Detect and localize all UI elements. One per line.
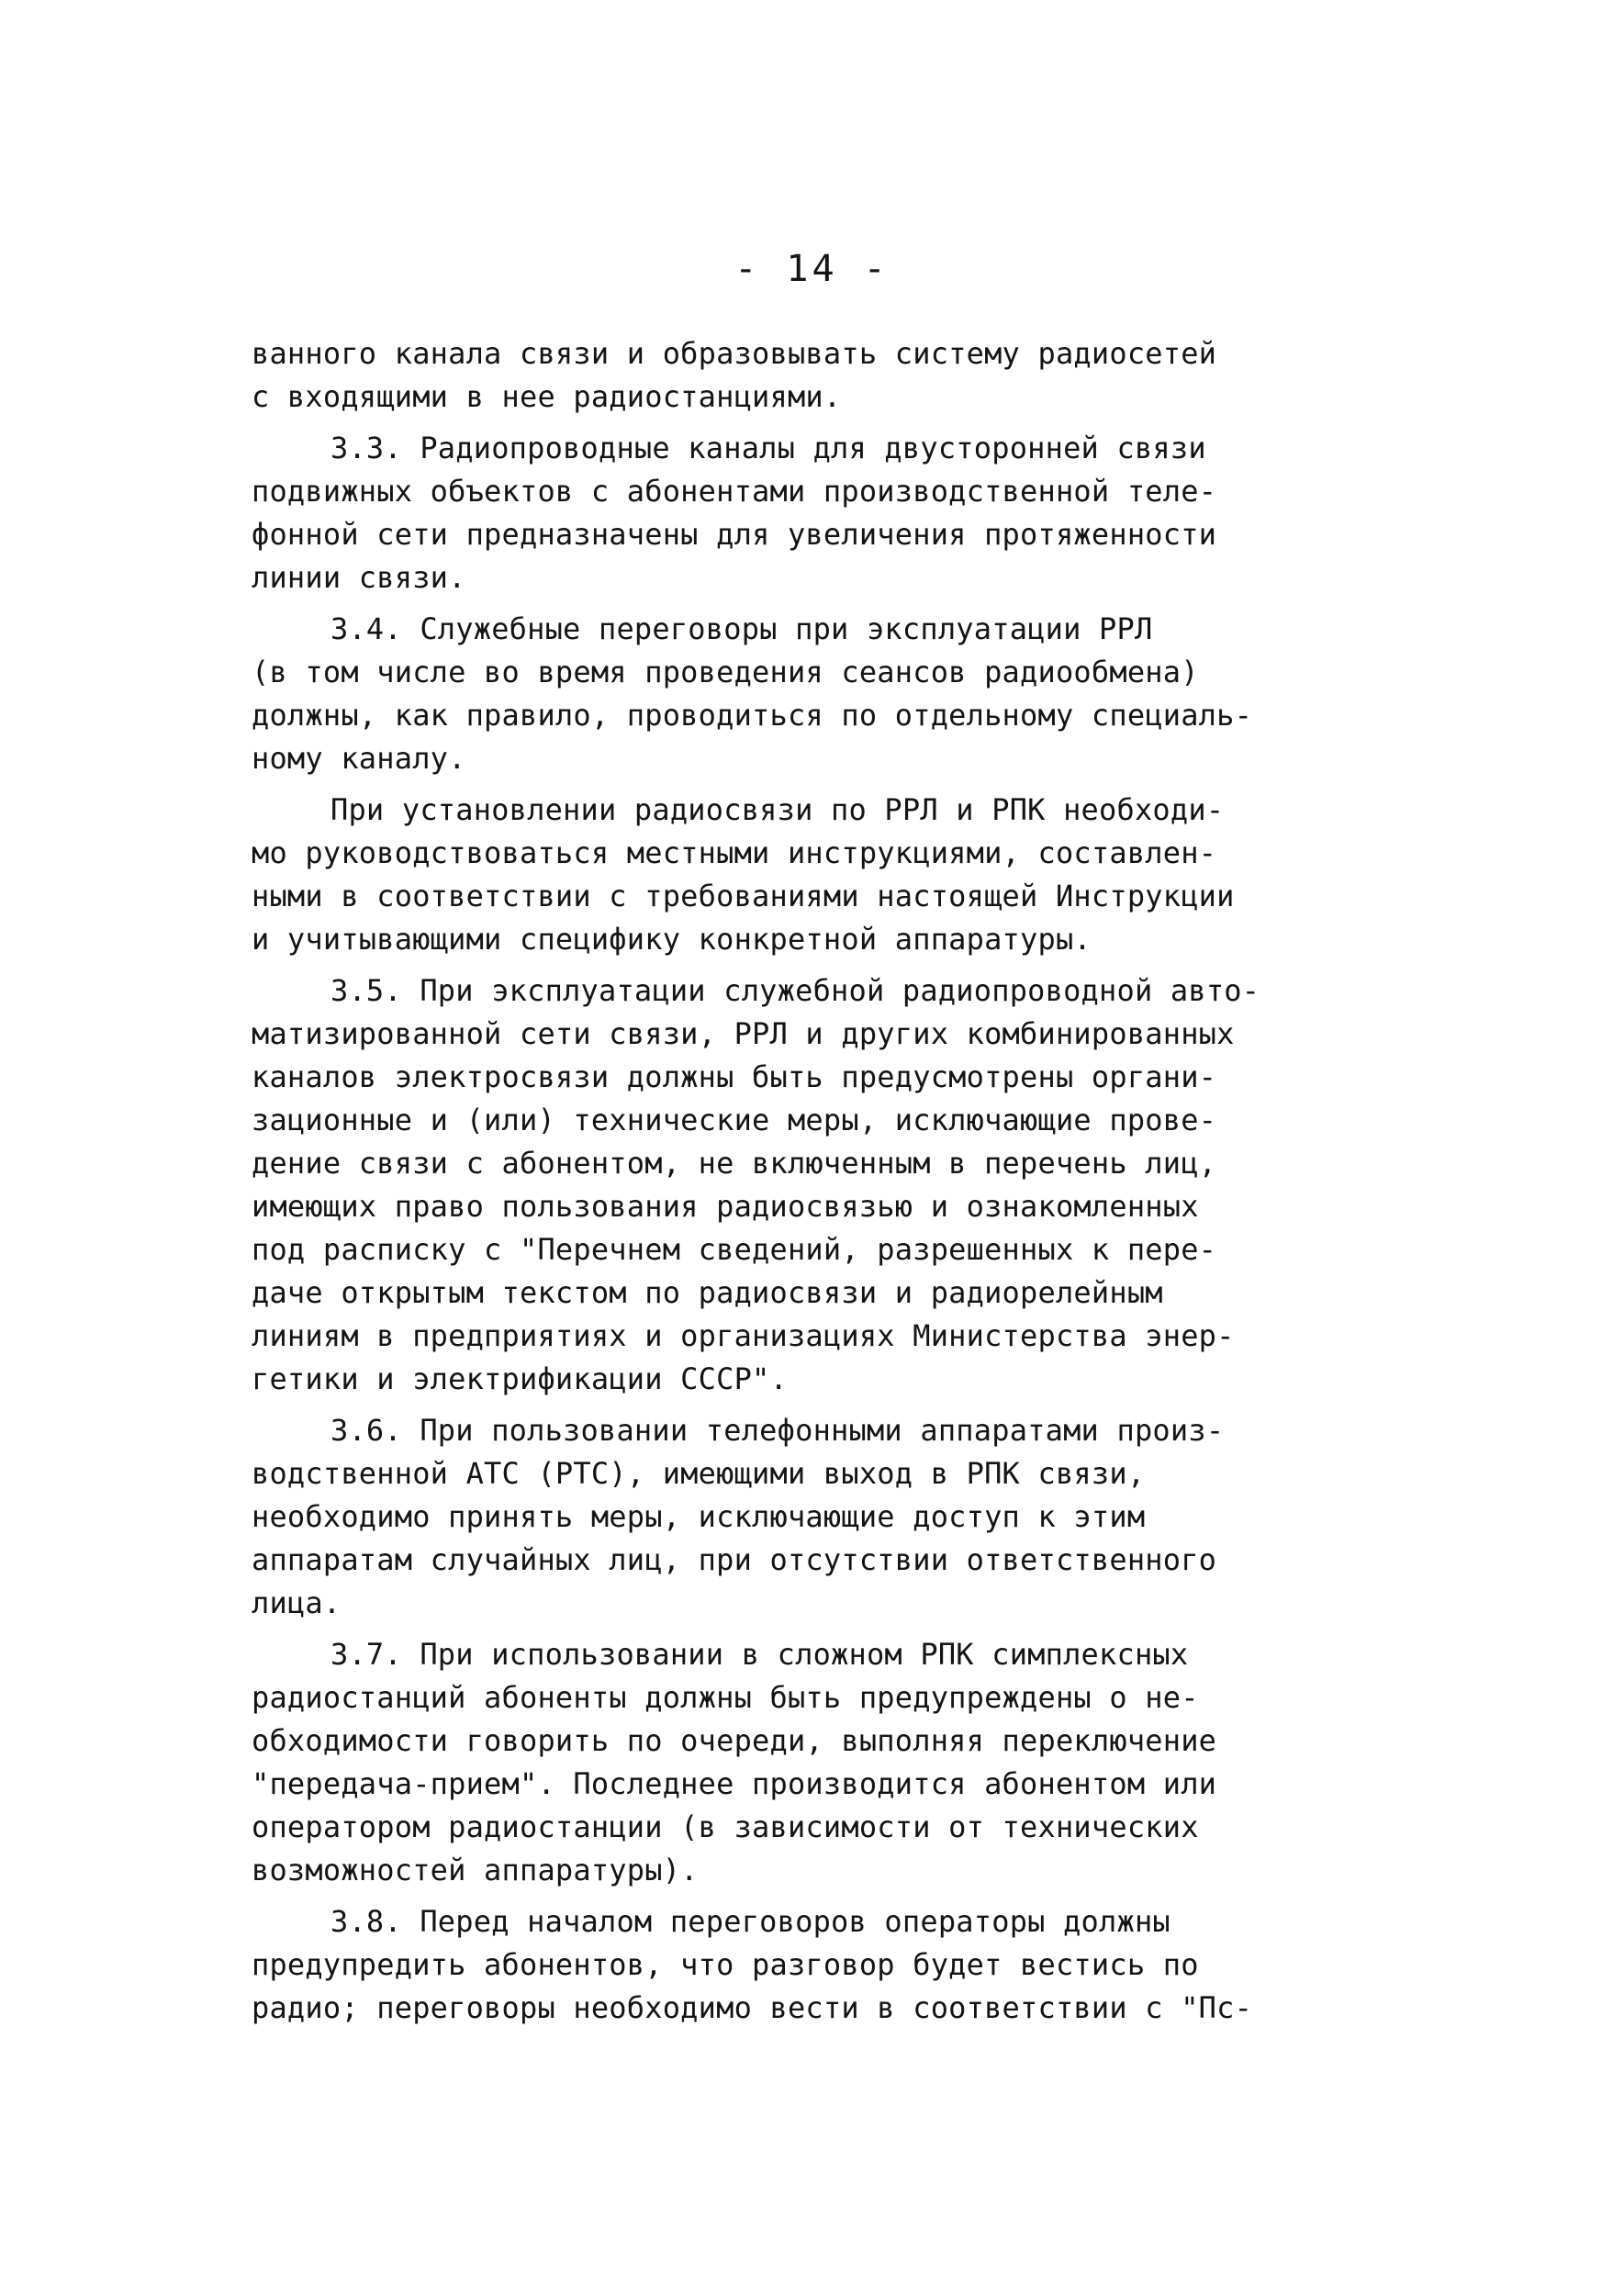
text-line: радиостанций абоненты должны быть предупреждены о не- [252,1680,1199,1715]
text-line: с входящими в нее радиостанциями. [252,379,842,414]
text-line: 3.7. При использовании в сложном РПК симплексных [330,1637,1189,1672]
text-line: ванного канала связи и образовывать систему радиосетей [252,336,1217,371]
paragraph-continuation [252,332,1372,419]
text-line: подвижных объектов с абонентами производственной теле- [252,474,1217,509]
text-line: (в том числе во время проведения сеансов радиообмена) [252,655,1199,689]
text-line: линии связи. [252,560,466,595]
text-line: матизированной сети связи, РРЛ и других комбинированных [252,1016,1235,1051]
text-line: 3.6. При пользовании телефонными аппаратами произ- [330,1413,1225,1448]
text-line: имеющих право пользования радиосвязью и ознакомленных [252,1189,1199,1224]
paragraph-3-7 [252,1633,1372,1892]
text-line: аппаратам случайных лиц, при отсутствии ответственного [252,1542,1217,1577]
body-text [252,332,1372,2030]
text-line: и учитывающими специфику конкретной аппаратуры. [252,922,1092,957]
paragraph-3-6 [252,1409,1372,1625]
text-line: предупредить абонентов, что разговор будет вестись по [252,1947,1199,1982]
text-line: ными в соответствии с требованиями настоящей Инструкции [252,879,1235,913]
text-line: водственной АТС (РТС), имеющими выход в РПК связи, [252,1456,1146,1491]
text-line: радио; переговоры необходимо вести в соответствии с "Пс- [252,1990,1253,2025]
text-line: 3.4. Служебные переговоры при эксплуатации РРЛ [330,611,1153,646]
paragraph-3-5 [252,969,1372,1401]
text-line: фонной сети предназначены для увеличения протяженности [252,517,1217,552]
text-line: линиям в предприятиях и организациях Министерства энер- [252,1318,1235,1353]
text-line: оператором радиостанции (в зависимости от технических [252,1809,1199,1844]
page-number: - 14 - [734,248,890,290]
text-line: лица. [252,1585,342,1620]
text-line: каналов электросвязи должны быть предусмотрены органи- [252,1059,1217,1094]
paragraph-3-8 [252,1900,1372,2030]
text-line: ному каналу. [252,741,466,776]
text-line: 3.8. Перед началом переговоров операторы должны [330,1904,1170,1939]
text-line: гетики и электрификации СССР". [252,1361,788,1396]
text-line: 3.5. При эксплуатации служебной радиопроводной авто- [330,973,1260,1008]
text-line: мо руководствоваться местными инструкциями, составлен- [252,835,1217,870]
text-line: "передача-прием". Последнее производится абонентом или [252,1766,1217,1801]
text-line: под расписку с "Перечнем сведений, разрешенных к пере- [252,1232,1217,1267]
text-line: должны, как правило, проводиться по отдельному специаль- [252,698,1253,733]
text-line: При установлении радиосвязи по РРЛ и РПК необходи- [330,792,1225,827]
paragraph-3-4-note [252,789,1372,961]
text-line: зационные и (или) технические меры, исключающие прове- [252,1103,1217,1137]
text-line: возможностей аппаратуры). [252,1853,699,1887]
text-line: обходимости говорить по очереди, выполняя переключение [252,1723,1217,1758]
text-line: 3.3. Радиопроводные каналы для двусторонней связи [330,431,1206,465]
paragraph-3-3 [252,427,1372,599]
paragraph-3-4 [252,608,1372,780]
text-line: дение связи с абонентом, не включенным в перечень лиц, [252,1146,1217,1181]
text-line: необходимо принять меры, исключающие доступ к этим [252,1499,1146,1534]
text-line: даче открытым текстом по радиосвязи и радиорелейным [252,1275,1163,1310]
